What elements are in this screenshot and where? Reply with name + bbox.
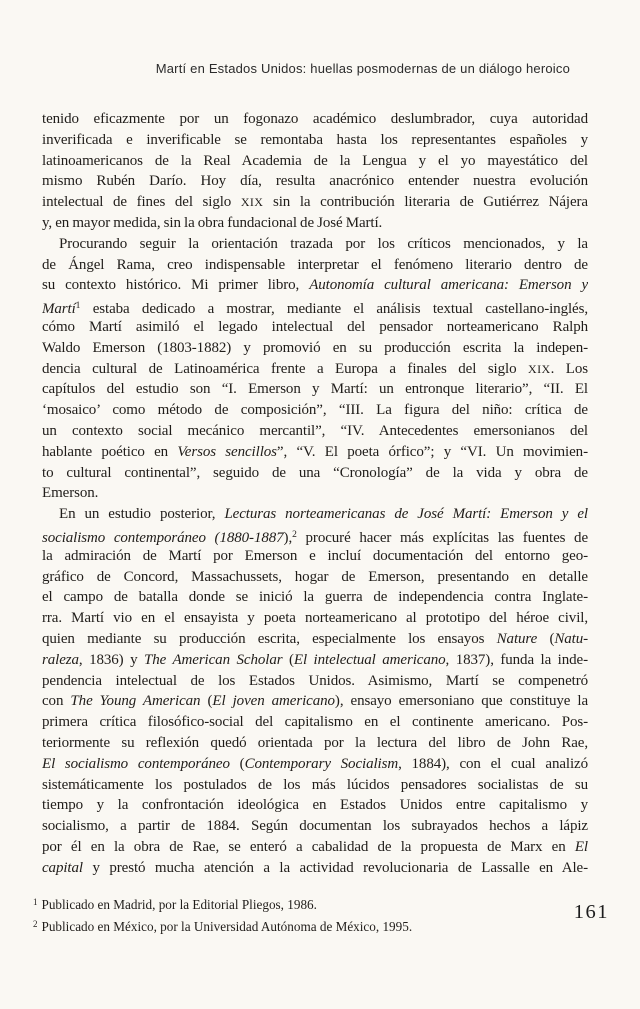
text-segment: cómo Martí asimiló el legado intelectual del pensador norteamericano Ralph	[42, 318, 588, 335]
text-segment: . Los	[550, 360, 588, 377]
text-segment: XIX	[528, 361, 551, 376]
text-segment: Versos sencillos	[177, 443, 277, 460]
text-segment: procuré hacer más explícitas las fuentes de	[296, 529, 588, 546]
text-line	[42, 587, 588, 608]
text-line	[42, 359, 588, 380]
text-line	[42, 546, 588, 567]
text-line	[42, 379, 588, 400]
text-line	[42, 712, 588, 733]
text-segment: dencia cultural de Latinoamérica frente a Europa a finales del siglo	[42, 360, 529, 377]
text-segment: , 1837), funda la inde-	[445, 651, 588, 668]
text-segment: En un estudio posterior,	[59, 506, 225, 523]
text-line	[42, 234, 588, 255]
text-segment: The American Scholar	[144, 651, 283, 668]
text-line	[42, 775, 588, 796]
text-segment: The Young American	[70, 693, 201, 710]
text-segment: (	[229, 755, 245, 772]
footnote-marker: 1	[33, 897, 38, 907]
text-line	[42, 338, 588, 359]
text-segment: rra. Martí vio en el ensayista y poeta norteamericano al prototipo del héroe civil,	[42, 610, 588, 627]
text-segment: capital	[42, 859, 83, 876]
text-line	[42, 567, 588, 588]
footnote-text: Publicado en México, por la Universidad Autónoma de México, 1995.	[41, 918, 413, 934]
text-line	[42, 317, 588, 338]
text-segment: Nature	[496, 630, 538, 647]
text-segment: capítulos del estudio son “I. Emerson y Martí: un entronque literario”, “II. El	[42, 381, 588, 398]
text-line	[42, 296, 588, 317]
text-segment: Lecturas norteamericanas de José Martí: Emerson y el	[224, 506, 588, 523]
text-line	[42, 650, 588, 671]
text-segment: el campo de batalla donde se inició la guerra de independencia contra Inglate-	[42, 589, 588, 606]
text-segment: teriormente su reflexión quedó orientada por la lectura del libro de John Rae,	[42, 734, 588, 751]
text-line	[42, 130, 588, 151]
text-segment: con	[42, 693, 71, 710]
footnote	[33, 915, 553, 937]
footnote	[33, 893, 553, 915]
text-segment: , 1884), con el cual analizó	[398, 755, 588, 772]
text-segment: de Ángel Rama, creo indispensable interpretar el fenómeno literario dentro de	[42, 256, 588, 273]
footnote-marker: 2	[33, 918, 38, 929]
text-line	[42, 151, 588, 172]
text-segment: hablante poético en	[42, 443, 178, 460]
text-line	[42, 733, 588, 754]
text-line	[42, 629, 588, 650]
running-header: Martí en Estados Unidos: huellas posmodernas de un diálogo heroico	[155, 61, 570, 76]
text-segment: sistemáticamente los postulados de los más lúcidos pensadores socialistas de su	[42, 776, 588, 793]
text-segment: (	[200, 693, 213, 710]
text-segment: quien mediante su producción escrita, especialmente los ensayos	[42, 630, 497, 647]
text-segment: raleza	[42, 651, 79, 668]
text-segment: Martí	[42, 301, 76, 317]
text-line	[42, 442, 588, 463]
text-line	[42, 255, 588, 276]
text-line	[42, 816, 588, 837]
text-line	[42, 192, 588, 213]
text-segment: la admiración de Martí por Emerson e incluí documentación del entorno geo-	[42, 547, 588, 564]
footnote-reference: 1	[75, 301, 81, 312]
text-segment: un contexto social mecánico mercantil”, “IV. Antecedentes emersonianos del	[42, 422, 588, 439]
page-number: 161	[573, 901, 609, 923]
text-segment: primera crítica filosófico-social del capitalismo en el continente americano. Pos-	[42, 714, 588, 731]
text-segment: El	[574, 838, 588, 855]
text-segment: El socialismo contemporáneo	[42, 755, 230, 772]
paragraph	[42, 109, 588, 234]
paragraph	[42, 234, 588, 504]
text-line	[42, 754, 588, 775]
text-line	[42, 213, 588, 234]
text-line	[42, 671, 588, 692]
text-segment: El joven americano	[212, 693, 335, 710]
text-segment: Waldo Emerson (1803-1882) y promovió en su producción escrita la indepen-	[42, 339, 588, 356]
text-segment: intelectual de fines del siglo	[42, 194, 241, 211]
text-segment: gráfico de Concord, Massachussets, hogar de Emerson, presentando en detalle	[42, 568, 588, 585]
text-segment: Contemporary Socialism	[244, 755, 399, 772]
text-segment: por él en la obra de Rae, se enteró a cabalidad de la propuesta de Marx en	[42, 838, 575, 855]
text-segment: , 1836) y	[78, 651, 145, 668]
text-segment: ),	[283, 529, 293, 546]
text-segment: sin la contribución literaria de Gutiérrez Nájera	[263, 194, 588, 211]
text-segment: ‘mosaico’ como método de composición”, “III. La figura del niño: crítica de	[42, 402, 588, 419]
text-segment: estaba dedicado a mostrar, mediante el análisis textual castellano-inglés,	[80, 301, 588, 317]
text-line	[42, 858, 588, 879]
text-segment: y, en mayor medida, sin la obra fundacional de José Martí.	[42, 214, 383, 231]
footnote-text: Publicado en Madrid, por la Editorial Pliegos, 1986.	[41, 897, 317, 912]
paragraph	[42, 504, 588, 878]
text-segment: (	[537, 630, 555, 647]
text-line	[42, 691, 588, 712]
text-line	[42, 109, 588, 130]
text-line	[42, 795, 588, 816]
text-segment: socialismo contemporáneo (1880-1887	[42, 529, 284, 546]
text-segment: latinoamericanos de la Real Academia de la Lengua y el yo mayestático del	[42, 152, 588, 169]
text-segment: ”, “V. El poeta órfico”; y “VI. Un movimien-	[276, 443, 588, 460]
text-segment: tenido eficazmente por un fogonazo académico deslumbrador, cuya autoridad	[42, 111, 588, 127]
text-segment: su contexto histórico. Mi primer libro,	[42, 277, 310, 294]
text-segment: mismo Rubén Darío. Hoy día, resulta anacrónico entender nuestra evolución	[42, 173, 588, 190]
text-segment: Procurando seguir la orientación trazada por los críticos mencionados, y la	[59, 235, 588, 252]
text-segment: XIX	[240, 195, 264, 210]
text-line	[42, 504, 588, 525]
text-segment: inverificada e inverificable se remontaba hasta los representantes españoles y	[42, 131, 588, 148]
text-line	[42, 421, 588, 442]
text-line	[42, 837, 588, 858]
text-segment: ), ensayo emersoniano que constituye la	[334, 693, 588, 710]
text-segment: tiempo y la confrontación ideológica en Estados Unidos entre capitalismo y	[42, 797, 588, 814]
text-segment: El intelectual americano	[293, 651, 446, 668]
body-text	[42, 109, 588, 878]
text-segment: to cultural continental”, seguido de una “Cronología” de la vida y obra de	[42, 464, 588, 481]
text-segment: Emerson.	[42, 485, 99, 502]
text-line	[42, 483, 588, 504]
text-segment: (	[282, 651, 294, 668]
text-segment: socialismo, a partir de 1884. Según documentan los subrayados hechos a lápiz	[42, 818, 588, 835]
text-line	[42, 171, 588, 192]
text-segment: Natu-	[554, 630, 588, 647]
text-line	[42, 525, 588, 546]
footnote-reference: 2	[292, 529, 297, 540]
text-line	[42, 608, 588, 629]
text-segment: Autonomía cultural americana: Emerson y	[309, 277, 588, 294]
text-segment: y prestó mucha atención a la actividad revolucionaria de Lassalle en Ale-	[82, 859, 588, 876]
footnotes	[33, 893, 553, 937]
text-line	[42, 400, 588, 421]
text-line	[42, 275, 588, 296]
text-segment: pendencia intelectual de los Estados Unidos. Asimismo, Martí se compenetró	[42, 672, 588, 689]
text-line	[42, 463, 588, 484]
